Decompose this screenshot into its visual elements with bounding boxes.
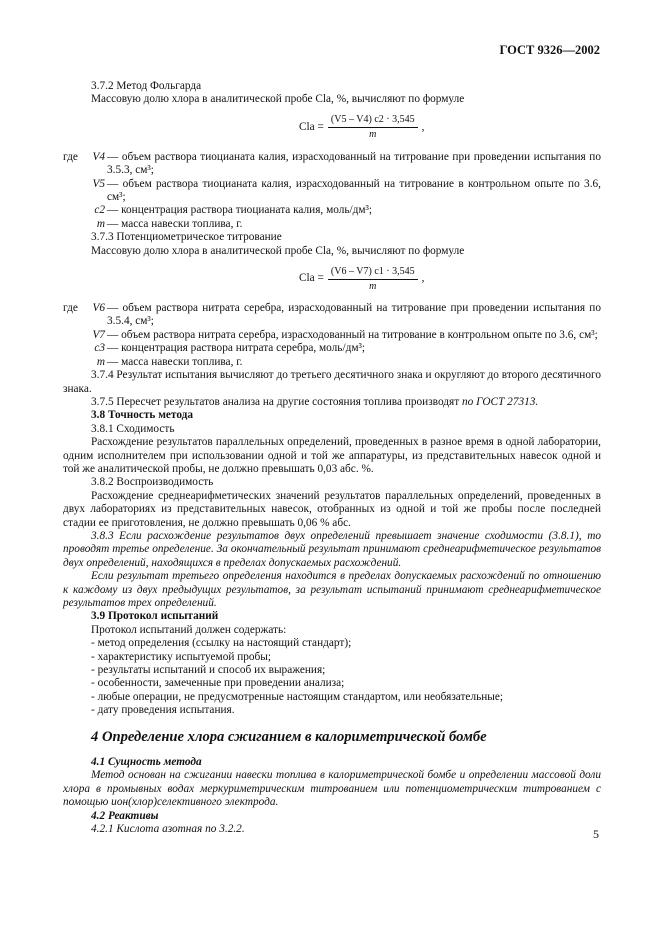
definition-text: — масса навески топлива, г. [107,217,243,230]
definition-where: где [63,302,78,315]
definition-symbol: V6 [92,302,105,315]
formula-numerator: (V5 – V4) c2 · 3,545 [328,114,418,128]
definition-row [63,356,601,369]
definition-row [63,178,601,205]
list-item: - дату проведения испытания. [91,704,235,717]
formula-lhs: Clа = [299,121,324,134]
heading-3-8-1: 3.8.1 Сходимость [91,422,175,435]
list-item: - характеристику испытуемой пробы; [91,650,272,663]
list-item: - результаты испытаний и способ их выражения; [91,664,326,677]
heading-section-4: 4 Определение хлора сжиганием в калориметрической бомбе [91,728,487,745]
list-item: - любые операции, не предусмотренные настоящим стандартом, или необязательные; [91,690,504,703]
formula-denominator: m [369,280,377,292]
definition-symbol: V5 [92,177,105,190]
paragraph-4-1: Метод основан на сжигании навески топлива в калориметрической бомбе и определении массовой доли хлора в промывных водах меркуриметрическим титрованием или потенциометрическим титрованием с помощью ион(хлор)селективного электрода. [63,769,601,809]
heading-4-2: 4.2 Реактивы [91,809,159,822]
definition-where [63,204,91,217]
definition-where [63,342,91,355]
definition-text: — объем раствора тиоцианата калия, израсходованный на титрование в контрольном опыте по 3.6, см³; [107,177,601,204]
formula-denominator: m [369,129,377,141]
paragraph-3-8-2: Расхождение среднеарифметических значений результатов параллельных определений, проведенных в двух лабораториях из представительных навесок, отобранных из одной и той же пробы после последней стадии ее приготовления, не должно превышать 0,06 % абс. [63,489,601,529]
heading-3-7-2: 3.7.2 Метод Фольгарда [91,80,202,92]
definition-symbol: c3 [94,342,105,355]
paragraph-4-2-1: 4.2.1 Кислота азотная по 3.2.2. [91,823,245,836]
definition-row [63,218,601,231]
formula-volhard [299,113,601,143]
page-content [63,80,601,837]
formula-fraction [328,114,418,141]
formula-lhs: Clа = [299,272,324,285]
paragraph-3-9: Протокол испытаний должен содержать: [91,623,287,636]
definition-symbol: m [96,355,105,368]
definition-row [63,204,601,217]
heading-3-8-2: 3.8.2 Воспроизводимость [91,476,214,489]
list-item: - особенности, замеченные при проведении анализа; [91,677,345,690]
definition-where: где [63,150,78,163]
paragraph-3-8-3: 3.8.3 Если расхождение результатов двух определений превышает значение сходимости (3.8.1), то проводят третье определение. За окончательный результат принимают среднеарифметическое результатов двух определений, находящихся в пределах допускаемых расхождений. [63,529,601,569]
list-item: - метод определения (ссылку на настоящий стандарт); [91,637,352,650]
formula-comma: , [421,121,425,134]
heading-3-9: 3.9 Протокол испытаний [91,610,219,623]
definition-where [63,329,91,342]
page-number: 5 [593,827,599,841]
paragraph-3-8-1: Расхождение результатов параллельных определений, проведенных в разное время в одной лаборатории, одним исполнителем при использовании одной и той же аппаратуры, из представительных навесок одной и той же аналитической пробы, не должно превышать 0,03 абс. %. [63,436,601,475]
formula-numerator: (V6 – V7) c1 · 3,545 [328,266,418,280]
definition-row [63,342,601,355]
definition-text: — объем раствора нитрата серебра, израсходованный на титрование в контрольном опыте по 3.6, см³; [107,328,598,341]
definition-row [63,302,601,329]
definition-text: — концентрация раствора тиоцианата калия, моль/дм³; [107,204,373,217]
heading-4-1: 4.1 Сущность метода [91,756,202,769]
heading-3-8: 3.8 Точность метода [91,409,194,422]
definition-symbol: V4 [92,150,105,163]
definition-symbol: c2 [94,204,105,217]
formula-fraction [328,266,418,293]
definition-where [63,218,91,231]
definitions-list-1 [63,151,601,231]
definition-row [63,329,601,342]
paragraph-3-7-5-text: 3.7.5 Пересчет результатов анализа на другие состояния топлива производят [91,395,462,408]
definition-text: — масса навески топлива, г. [107,355,243,368]
formula-intro-1: Массовую долю хлора в аналитической пробе Clа, %, вычисляют по формуле [91,93,465,106]
paragraph-3-7-4: 3.7.4 Результат испытания вычисляют до третьего десятичного знака и округляют до второго десятичного знака. [63,369,601,395]
definitions-list-2 [63,302,601,369]
gost-reference: по ГОСТ 27313. [461,395,539,408]
definition-text: — концентрация раствора нитрата серебра, моль/дм³; [107,342,366,355]
paragraph-3-7-5 [63,396,601,409]
formula-intro-2: Массовую долю хлора в аналитической пробе Clа, %, вычисляют по формуле [91,244,465,257]
definition-row [63,151,601,178]
definition-symbol: m [96,217,105,230]
formula-comma: , [421,272,425,285]
definition-where [63,356,91,369]
definition-text: — объем раствора нитрата серебра, израсходованный на титрование при проведении испытания по 3.5.4, см³; [107,302,601,328]
formula-potentiometric [299,264,601,294]
definition-symbol: V7 [92,328,105,341]
heading-3-7-3: 3.7.3 Потенциометрическое титрование [91,231,282,244]
paragraph-3-8-3-continued: Если результат третьего определения находится в пределах допускаемых расхождений по отношению к каждому из двух предыдущих результатов, за результат испытаний принимают среднеарифметическое результатов трех определений. [63,570,601,609]
definition-where [63,178,91,205]
document-header: ГОСТ 9326—2002 [499,43,600,57]
definition-text: — объем раствора тиоцианата калия, израсходованный на титрование при проведении испытания по 3.5.3, см³; [107,150,601,177]
